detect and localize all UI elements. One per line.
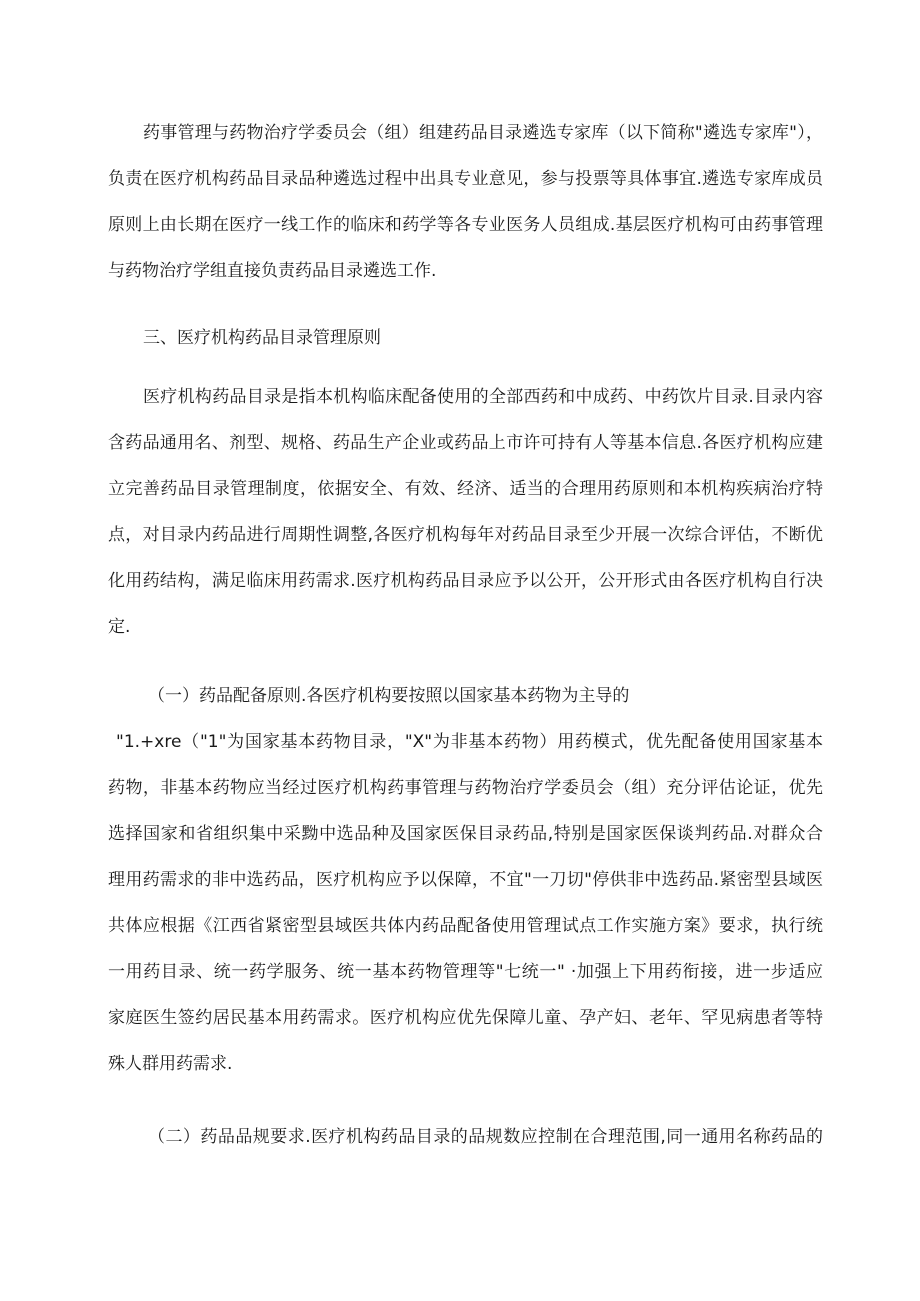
text-line: 药事管理与药物治疗学委员会（组）组建药品目录遴选专家库（以下简称"遴选专家库"）， (143, 123, 823, 143)
text-line: 选择国家和省组织集中采黝中选品种及国家医保目录药品,特别是国家医保谈判药品.对群众合 (108, 824, 823, 844)
text-line: 理用药需求的非中选药品，医疗机构应予以保障，不宜"一刀切"停供非中选药品.紧密型县域医 (108, 870, 823, 890)
text-line: 殊人群用药需求. (108, 1054, 233, 1074)
section-heading: 三、医疗机构药品目录管理原则 (143, 328, 381, 348)
text-line: 药物，非基本药物应当经过医疗机构药事管理与药物治疗学委员会（组）充分评估论证，优先 (108, 778, 823, 798)
text-line: （一）药品配备原则.各医疗机构要按照以国家基本药物为主导的 (148, 686, 630, 706)
paragraph-specification-requirement (108, 1114, 823, 1160)
paragraph-catalog-definition (108, 374, 823, 650)
text-line: 点，对目录内药品进行周期性调整,各医疗机构每年对药品目录至少开展一次综合评估，不断优 (108, 525, 823, 545)
text-line: "1.+xre（"1"为国家基本药物目录，"X"为非基本药物）用药模式，优先配备使用国家基本 (116, 732, 823, 752)
text-line: 一用药目录、统一药学服务、统一基本药物管理等"七统一" ·加强上下用药衔接，进一步适应 (108, 962, 823, 982)
text-line: （二）药品品规要求.医疗机构药品目录的品规数应控制在合理范围,同一通用名称药品的 (148, 1127, 823, 1147)
paragraph-allocation-principle (108, 673, 823, 1087)
text-line: 医疗机构药品目录是指本机构临床配备使用的全部西药和中成药、中药饮片目录.目录内容 (143, 387, 823, 407)
text-line: 原则上由长期在医疗一线工作的临床和药学等各专业医务人员组成.基层医疗机构可由药事管理 (108, 215, 823, 235)
text-line: 立完善药品目录管理制度，依据安全、有效、经济、适当的合理用药原则和本机构疾病治疗特 (108, 479, 823, 499)
paragraph-expert-pool (108, 110, 823, 294)
text-line: 含药品通用名、剂型、规格、药品生产企业或药品上市许可持有人等基本信息.各医疗机构应建 (108, 433, 823, 453)
text-line: 化用药结构，满足临床用药需求.医疗机构药品目录应予以公开，公开形式由各医疗机构自行决 (108, 571, 823, 591)
text-line: 负责在医疗机构药品目录品种遴选过程中出具专业意见，参与投票等具体事宜.遴选专家库成员 (108, 169, 823, 189)
text-line: 定. (108, 617, 131, 637)
text-line: 共体应根据《江西省紧密型县域医共体内药品配备使用管理试点工作实施方案》要求，执行统 (108, 916, 823, 936)
text-line: 家庭医生签约居民基本用药需求。医疗机构应优先保障儿童、孕产妇、老年、罕见病患者等特 (108, 1008, 823, 1028)
text-line: 与药物治疗学组直接负责药品目录遴选工作. (108, 261, 437, 281)
